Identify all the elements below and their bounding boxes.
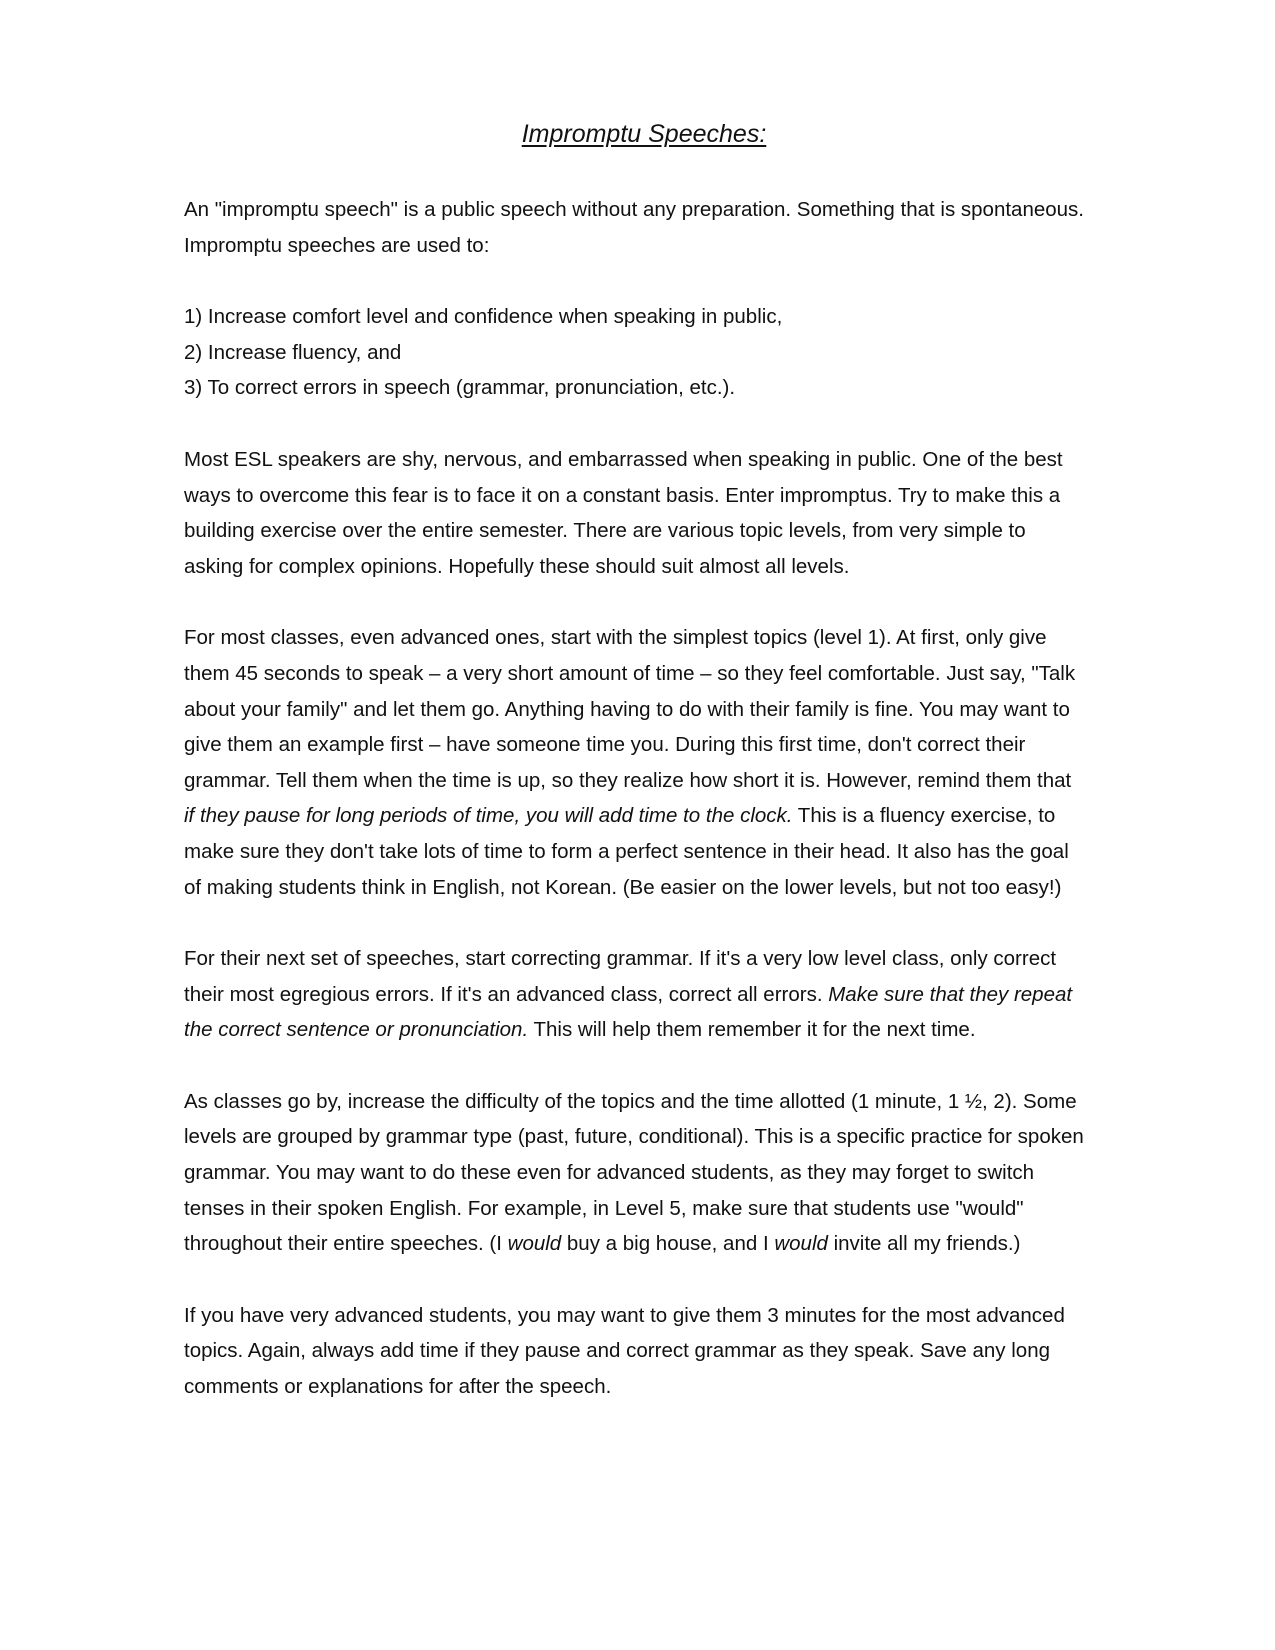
list-item: 2) Increase fluency, and (184, 340, 402, 364)
classes-paragraph (184, 1084, 1084, 1262)
uses-list (184, 299, 1084, 406)
intro-paragraph: An "impromptu speech" is a public speech without any preparation. Something that is spontaneous. Impromptu speeches are used to: (184, 198, 1084, 257)
advanced-paragraph: If you have very advanced students, you may want to give them 3 minutes for the most advanced topics. Again, always add time if they pause and correct grammar as they speak. Save any long comments or explanations for after the speech. (184, 1303, 1065, 1399)
next-paragraph (184, 941, 1084, 1048)
esl-paragraph: Most ESL speakers are shy, nervous, and embarrassed when speaking in public. One of the best ways to overcome this fear is to face it on a constant basis. Enter impromptus. Try to make this a building exercise over the entire semester. There are various topic levels, from very simple to asking for complex opinions. Hopefully these should suit almost all levels. (184, 447, 1063, 578)
classes-text-mid: buy a big house, and I (561, 1232, 775, 1256)
start-text-end: This is a fluency exercise, to make sure they don't take lots of time to form a perfect sentence in their head. It also has the goal of making students think in English, not Korean. (Be easier on the lower levels, but not too easy!) (184, 804, 1069, 899)
classes-text-end: invite all my friends.) (827, 1232, 1021, 1256)
next-text: For their next set of speeches, start correcting grammar. If it's a very low level class, only correct their most egregious errors. If it's an advanced class, correct all errors. (184, 947, 1057, 1006)
document-page (184, 118, 1084, 1441)
classes-italic-would: would (507, 1232, 562, 1256)
start-text: For most classes, even advanced ones, start with the simplest topics (level 1). At first, only give them 45 seconds to speak – a very short amount of time – so they feel comfortable. Just say, "Talk about your family" and let them go. Anything having to do with their family is fine. You may want to give them an example first – have someone time you. During this first time, don't correct their grammar. Tell them when the time is up, so they realize how short it is. However, remind them that (184, 626, 1076, 792)
list-item: 1) Increase comfort level and confidence when speaking in public, (184, 305, 783, 329)
page-title: Impromptu Speeches: (521, 120, 767, 148)
start-italic-text: if they pause for long periods of time, you will add time to the clock. (184, 804, 793, 828)
classes-text: As classes go by, increase the difficulty of the topics and the time allotted (1 minute, 1 ½, 2). Some levels are grouped by grammar type (past, future, conditional). This is a specific practice for spoken grammar. You may want to do these even for advanced students, as they may forget to switch tenses in their spoken English. For example, in Level 5, make sure that students use "would" throughout their entire speeches. (I (184, 1089, 1084, 1256)
next-italic-text: Make sure that they repeat the correct sentence or pronunciation. (184, 982, 1073, 1042)
list-item: 3) To correct errors in speech (grammar, pronunciation, etc.). (184, 376, 736, 400)
start-paragraph (184, 620, 1084, 905)
next-text-end: This will help them remember it for the next time. (528, 1018, 976, 1042)
classes-italic-would-2: would (774, 1232, 828, 1256)
